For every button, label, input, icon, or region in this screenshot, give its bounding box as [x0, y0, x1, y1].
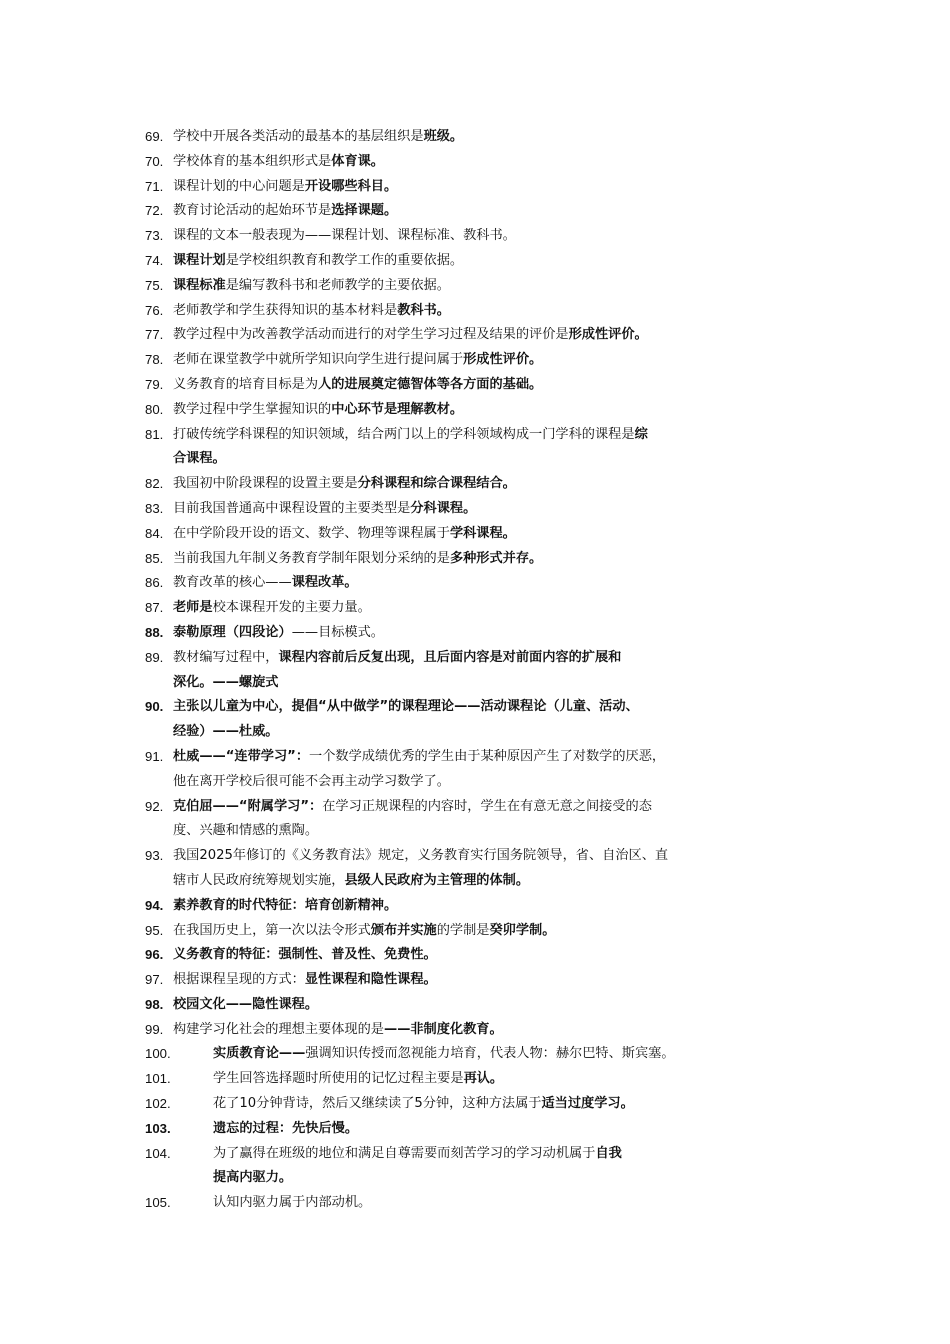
emphasized-text: 课程改革。 [291, 575, 358, 591]
emphasized-text: 班级。 [423, 129, 464, 144]
item-number: 94. [145, 897, 164, 913]
list-item [145, 1142, 825, 1192]
item-number: 86. [145, 575, 164, 591]
text-segment: 老师教学和学生获得知识的基本材料是 [173, 302, 398, 318]
emphasized-text: 主张以儿童为中心，提倡“从中做学”的课程理论——活动课程论（儿童、活动、 经验）——杜威。 [173, 699, 639, 740]
emphasized-text: 校园文化—— [173, 996, 253, 1012]
emphasized-text: 隐性课程。 [252, 996, 319, 1012]
item-text [173, 947, 437, 962]
item-number: 85. [145, 550, 164, 566]
list-item [145, 1117, 825, 1142]
item-number: 88. [145, 624, 164, 640]
text-segment: 我国2025年修订的《义务教育法》规定，义务教育实行国务院领导，省、自治区、直 辖市人民政府统筹规划实施， [173, 848, 669, 888]
emphasized-text: 遗忘的过程：先快后慢。 [213, 1120, 359, 1136]
list-item [145, 323, 825, 348]
item-number: 77. [145, 327, 164, 343]
text-segment: 在中学阶段开设的语文、数学、物理等课程属于 [173, 525, 450, 541]
item-text [173, 377, 542, 392]
list-item [145, 943, 825, 968]
emphasized-text: 开设哪些科目。 [304, 178, 398, 194]
list-item [145, 224, 825, 249]
text-segment: 学生回答选择题时所使用的记忆过程主要是 [213, 1071, 464, 1087]
list-item [145, 1191, 825, 1216]
list-item [145, 497, 825, 522]
text-segment: 校本课程开发的主要力量。 [212, 600, 371, 616]
emphasized-text: 泰勒原理（四段论） [173, 624, 292, 640]
list-item [145, 919, 825, 944]
list-item [145, 596, 825, 621]
item-number: 105. [145, 1195, 171, 1211]
emphasized-text: 综 合课程。 [173, 426, 648, 467]
text-segment: 教育讨论活动的起始环节是 [173, 203, 332, 219]
text-segment: 的学制是 [436, 922, 490, 938]
text-segment: 在学习正规课程的内容时，学生在有意无意之间接受的态 度、兴趣和情感的熏陶。 [173, 798, 652, 839]
item-text [173, 303, 450, 318]
item-text [173, 1022, 503, 1037]
text-segment: 课程的文本一般表现为——课程计划、课程标准、教科书。 [173, 228, 516, 244]
item-number: 91. [145, 748, 164, 764]
list-item [145, 571, 825, 596]
item-number: 102. [145, 1096, 171, 1112]
list-item [145, 1092, 825, 1117]
item-text [173, 898, 397, 913]
item-number: 72. [145, 203, 164, 219]
text-segment: 教材编写过程中， [173, 649, 279, 665]
list-item [145, 844, 825, 894]
item-text [173, 745, 825, 795]
text-segment: 学校体育的基本组织形式是 [173, 153, 332, 169]
item-number: 74. [145, 252, 164, 268]
item-text [173, 476, 516, 491]
text-segment: 教学过程中学生掌握知识的 [173, 401, 332, 417]
list-item [145, 968, 825, 993]
emphasized-text: 中心环节是理解教材。 [331, 401, 464, 417]
emphasized-text: ——非制度化教育。 [384, 1021, 503, 1037]
item-text [173, 997, 318, 1012]
emphasized-text: 素养教育的时代特征：培育创新精神。 [173, 897, 398, 913]
item-number: 82. [145, 476, 164, 492]
text-segment: 是学校组织教育和教学工作的重要依据。 [225, 252, 464, 268]
item-text [173, 402, 463, 417]
text-segment: 根据课程呈现的方式： [173, 972, 305, 988]
item-text [173, 278, 450, 293]
item-number: 92. [145, 798, 164, 814]
item-number: 80. [145, 401, 164, 417]
text-segment: 认知内驱力属于内部动机。 [213, 1195, 372, 1211]
list-item [145, 348, 825, 373]
item-number: 98. [145, 996, 164, 1012]
list-item [145, 745, 825, 795]
list-item [145, 125, 825, 150]
list-item [145, 1042, 825, 1067]
item-text [173, 600, 371, 615]
item-text [173, 923, 555, 938]
item-number: 104. [145, 1145, 171, 1161]
emphasized-text: 自我 提高内驱力。 [213, 1145, 622, 1186]
emphasized-text: 适当过度学习。 [541, 1096, 634, 1112]
item-number: 95. [145, 922, 164, 938]
item-number: 87. [145, 600, 164, 616]
emphasized-text: 义务教育的特征：强制性、普及性、免费性。 [173, 947, 437, 963]
item-text [173, 646, 825, 696]
list-item [145, 1067, 825, 1092]
item-text [173, 228, 516, 243]
text-segment: ——目标模式。 [291, 624, 384, 640]
item-text [173, 423, 825, 473]
item-number: 70. [145, 153, 164, 169]
item-number: 79. [145, 376, 164, 392]
item-text [173, 501, 476, 516]
text-segment: 义务教育的培育目标是为 [173, 376, 319, 392]
text-segment: 课程计划的中心问题是 [173, 178, 305, 194]
item-text [213, 1121, 358, 1136]
list-item [145, 373, 825, 398]
text-segment: 当前我国九年制义务教育学制年限划分采纳的是 [173, 550, 450, 566]
emphasized-text: 县级人民政府为主管理的体制。 [344, 872, 530, 888]
item-number: 99. [145, 1021, 164, 1037]
text-segment: 教学过程中为改善教学活动而进行的对学生学习过程及结果的评价是 [173, 327, 569, 343]
emphasized-text: 课程计划 [173, 252, 226, 268]
list-item [145, 423, 825, 473]
text-segment: 强调知识传授而忽视能力培育，代表人物：赫尔巴特、斯宾塞。 [305, 1046, 675, 1062]
item-number: 83. [145, 500, 164, 516]
list-item [145, 249, 825, 274]
emphasized-text: 克伯屈——“附属学习”： [173, 798, 323, 814]
item-text [173, 154, 384, 169]
emphasized-text: 颁布并实施 [370, 922, 437, 938]
item-number: 97. [145, 972, 164, 988]
text-segment: 花了10分钟背诗，然后又继续读了5分钟，这种方法属于 [213, 1096, 542, 1112]
emphasized-text: 显性课程和隐性课程。 [304, 972, 437, 988]
item-text [173, 551, 542, 566]
text-segment: 在我国历史上，第一次以法令形式 [173, 922, 371, 938]
emphasized-text: 分科课程。 [410, 500, 477, 516]
item-number: 96. [145, 947, 164, 963]
list-item [145, 993, 825, 1018]
item-text [173, 352, 542, 367]
emphasized-text: 癸卯学制。 [489, 922, 556, 938]
emphasized-text: 课程内容前后反复出现，且后面内容是对前面内容的扩展和 深化。——螺旋式 [173, 649, 622, 690]
item-number: 89. [145, 649, 164, 665]
item-number: 73. [145, 228, 164, 244]
item-number: 90. [145, 699, 164, 715]
item-text [173, 327, 648, 342]
list-item [145, 199, 825, 224]
text-segment: 学校中开展各类活动的最基本的基层组织是 [173, 129, 424, 144]
list-item [145, 175, 825, 200]
item-number: 75. [145, 277, 164, 293]
emphasized-text: 人的进展奠定德智体等各方面的基础。 [318, 376, 543, 392]
list-item [145, 472, 825, 497]
item-text [213, 1142, 825, 1192]
item-number: 101. [145, 1071, 171, 1087]
item-text [173, 253, 463, 268]
text-segment: 一个数学成绩优秀的学生由于某种原因产生了对数学的厌恶， 他在离开学校后很可能不会再主动学习数学了。 [173, 748, 666, 789]
item-number: 78. [145, 352, 164, 368]
emphasized-text: 教科书。 [397, 302, 450, 318]
list-item [145, 646, 825, 696]
item-text [173, 575, 358, 590]
emphasized-text: 实质教育论—— [213, 1046, 306, 1062]
item-text [213, 1195, 371, 1210]
list-item [145, 795, 825, 845]
emphasized-text: 分科课程和综合课程结合。 [357, 476, 516, 492]
item-text [213, 1096, 634, 1111]
item-text [173, 695, 825, 745]
text-segment: 为了赢得在班级的地位和满足自尊需要而刻苦学习的学习动机属于 [213, 1145, 596, 1161]
emphasized-text: 老师是 [173, 600, 213, 616]
item-text [173, 203, 397, 218]
list-item [145, 695, 825, 745]
emphasized-text: 课程标准 [173, 277, 226, 293]
item-text [213, 1071, 503, 1086]
item-number: 84. [145, 525, 164, 541]
text-segment: 构建学习化社会的理想主要体现的是 [173, 1021, 384, 1037]
item-number: 76. [145, 302, 164, 318]
emphasized-text: 多种形式并存。 [449, 550, 543, 566]
emphasized-text: 学科课程。 [449, 525, 516, 541]
text-segment: 打破传统学科课程的知识领域，结合两门以上的学科领域构成一门学科的课程是 [173, 426, 635, 442]
emphasized-text: 形成性评价。 [568, 327, 648, 343]
list-item [145, 274, 825, 299]
item-text [173, 972, 437, 987]
item-number: 103. [145, 1120, 171, 1136]
list-item [145, 398, 825, 423]
item-text [173, 625, 384, 640]
list-item [145, 150, 825, 175]
text-segment: 我国初中阶段课程的设置主要是 [173, 476, 358, 492]
emphasized-text: 体育课。 [331, 153, 384, 169]
text-segment: 目前我国普通高中课程设置的主要类型是 [173, 500, 411, 516]
item-number: 81. [145, 426, 164, 442]
text-segment: 是编写教科书和老师教学的主要依据。 [225, 277, 450, 293]
item-number: 69. [145, 129, 164, 144]
item-number: 93. [145, 848, 164, 864]
numbered-list [145, 125, 825, 1216]
list-item [145, 1018, 825, 1043]
item-text [173, 129, 463, 144]
item-text [173, 795, 825, 845]
list-item [145, 299, 825, 324]
item-text [173, 526, 516, 541]
list-item [145, 621, 825, 646]
item-number: 100. [145, 1046, 171, 1062]
emphasized-text: 杜威——“连带学习”： [173, 748, 310, 764]
emphasized-text: 再认。 [463, 1071, 504, 1087]
text-segment: 教育改革的核心—— [173, 575, 292, 591]
list-item [145, 894, 825, 919]
list-item [145, 522, 825, 547]
text-segment: 老师在课堂教学中就所学知识向学生进行提问属于 [173, 352, 464, 368]
item-text [173, 844, 825, 894]
item-text [213, 1046, 675, 1061]
list-item [145, 547, 825, 572]
emphasized-text: 选择课题。 [331, 203, 398, 219]
emphasized-text: 形成性评价。 [463, 352, 543, 368]
item-text [173, 179, 397, 194]
item-number: 71. [145, 178, 164, 194]
